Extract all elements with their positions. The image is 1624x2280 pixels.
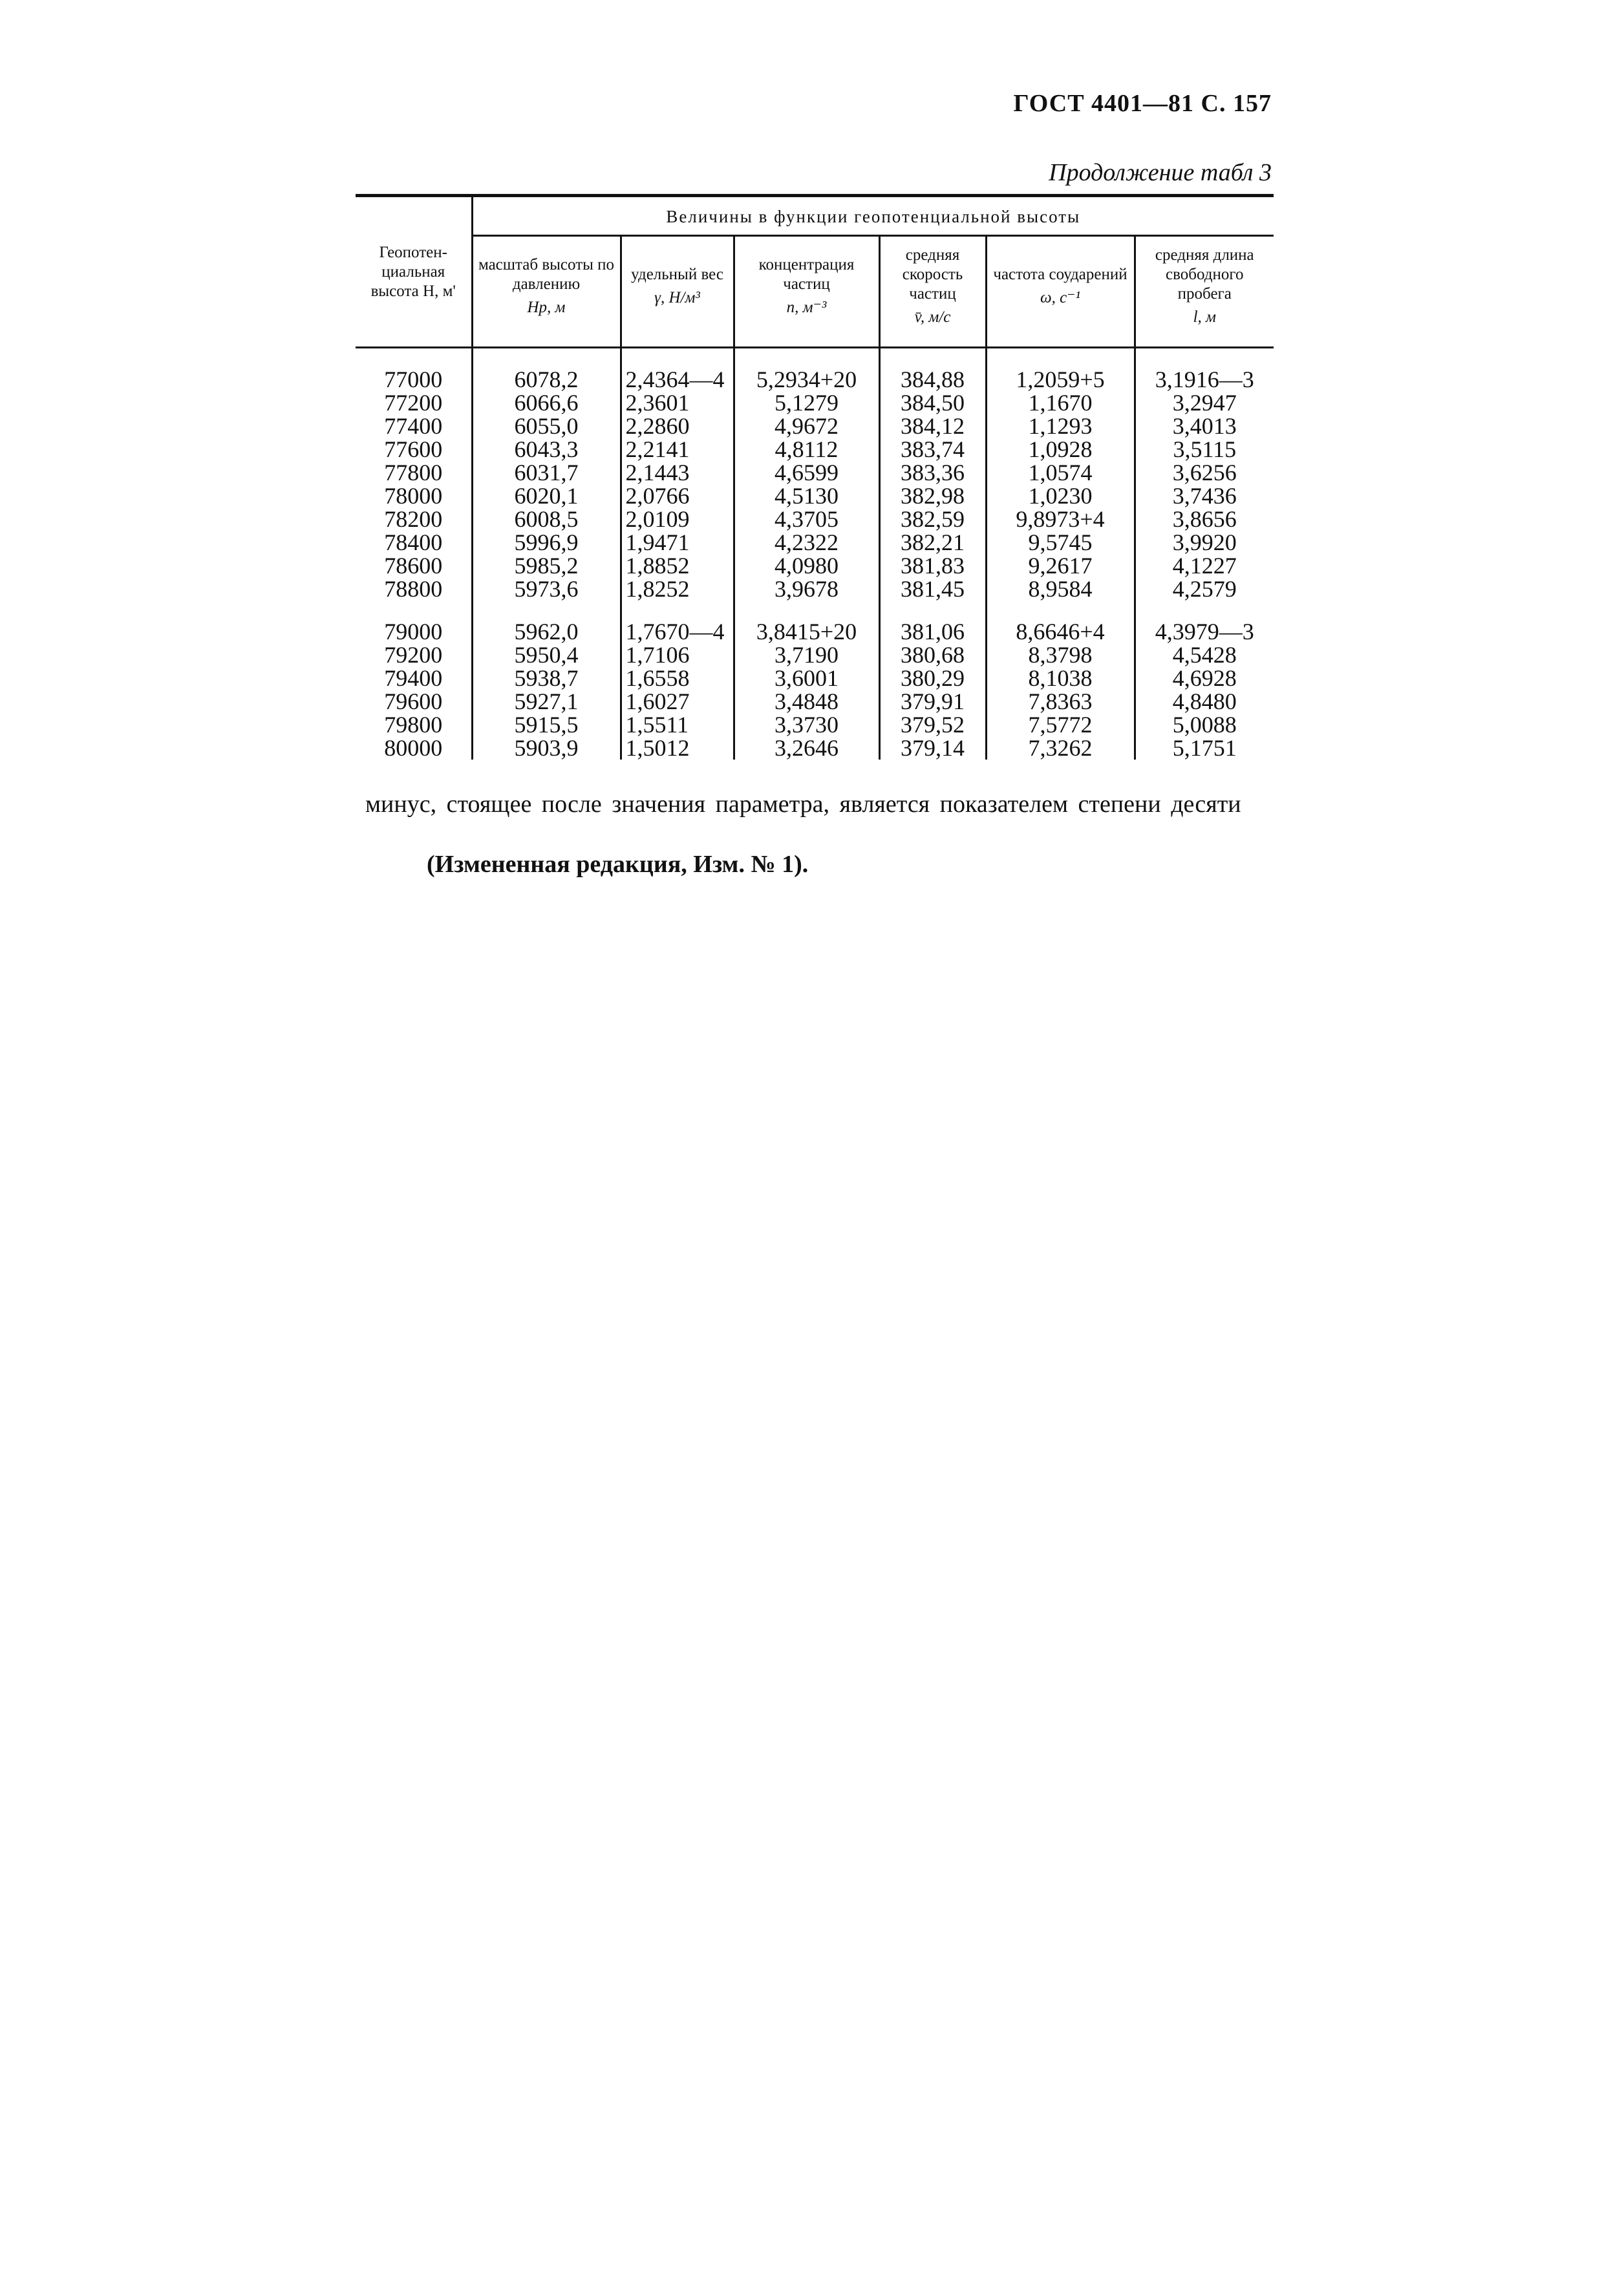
table-row: [356, 461, 1274, 484]
table-cell: 4,1227: [1135, 554, 1274, 577]
table-cell: 5,2934+20: [734, 348, 879, 392]
table-row: [356, 438, 1274, 461]
table-cell: 5903,9: [472, 736, 621, 760]
table-cell: 1,9471: [621, 531, 734, 554]
table-row: [356, 414, 1274, 438]
table-cell: 79800: [384, 712, 443, 738]
table-cell: 383,74: [879, 438, 986, 461]
table-cell: 1,7670—4: [621, 620, 734, 643]
table-cell: 1,0230: [986, 484, 1135, 507]
table-cell: 1,6558: [621, 666, 734, 690]
table-row: [356, 620, 1274, 643]
table-cell: 1,5511: [621, 713, 734, 736]
table-cell: 380,68: [879, 643, 986, 666]
table-cell: 4,3705: [734, 507, 879, 531]
table-cell: 381,06: [879, 620, 986, 643]
table-cell: 5,1751: [1135, 736, 1274, 760]
table-row: [356, 666, 1274, 690]
column-unit: n, м⁻³: [786, 299, 827, 317]
table-cell: 4,2579: [1135, 577, 1274, 601]
table-cell: 4,6928: [1135, 666, 1274, 690]
table-cell: 4,5130: [734, 484, 879, 507]
group-header: Величины в функции геопотенциальной высоты: [472, 196, 1274, 236]
table-cell: 3,3730: [734, 713, 879, 736]
table-cell: 78800: [384, 576, 443, 602]
table-cell: 9,5745: [986, 531, 1135, 554]
stub-header: Геопотен-циальная высота H, м': [356, 196, 472, 348]
table-cell: 5,0088: [1135, 713, 1274, 736]
table-cell: 1,8852: [621, 554, 734, 577]
column-label: частота соударений: [993, 266, 1127, 284]
table-cell: 1,8252: [621, 577, 734, 601]
column-unit: v̄, м/с: [914, 308, 951, 326]
column-unit: Hр, м: [527, 299, 566, 317]
table-cell: 2,1443: [621, 461, 734, 484]
column-label: масштаб высоты по давлению: [478, 256, 615, 293]
table-cell: 2,4364—4: [621, 348, 734, 392]
table-cell: 379,14: [879, 736, 986, 760]
column-unit: γ, Н/м³: [654, 289, 700, 307]
table-row: [356, 531, 1274, 554]
table-cell: 3,6001: [734, 666, 879, 690]
table-cell: 4,2322: [734, 531, 879, 554]
table-cell: 2,2141: [621, 438, 734, 461]
table-cell: 2,0109: [621, 507, 734, 531]
table-cell: 4,0980: [734, 554, 879, 577]
table-cell: 3,8656: [1135, 507, 1274, 531]
table-cell: 3,7190: [734, 643, 879, 666]
table-row: [356, 577, 1274, 601]
table-cell: 9,8973+4: [986, 507, 1135, 531]
table-cell: 5962,0: [472, 620, 621, 643]
table-cell: 384,12: [879, 414, 986, 438]
table-cell: 77400: [384, 413, 443, 440]
table-cell: 78400: [384, 529, 443, 556]
column-label: концентрация частиц: [758, 256, 855, 293]
column-label: средняя скорость частиц: [902, 246, 963, 303]
column-label: средняя длина свободного пробега: [1155, 246, 1254, 303]
table-cell: 6043,3: [472, 438, 621, 461]
table-cell: 382,21: [879, 531, 986, 554]
table-row: [356, 643, 1274, 666]
revision-note: (Измененная редакция, Изм. № 1).: [427, 851, 809, 878]
table-cell: 79400: [384, 665, 443, 692]
table-cell: 4,8112: [734, 438, 879, 461]
table-cell: 384,88: [879, 348, 986, 392]
table-cell: 8,6646+4: [986, 620, 1135, 643]
table-cell: 2,3601: [621, 391, 734, 414]
table-cell: 6008,5: [472, 507, 621, 531]
table-cell: 383,36: [879, 461, 986, 484]
column-header: [621, 236, 734, 348]
table-row: [356, 391, 1274, 414]
table-cell: 3,5115: [1135, 438, 1274, 461]
table-cell: 5915,5: [472, 713, 621, 736]
table-caption: Продолжение табл 3: [1049, 159, 1272, 186]
table-cell: 3,9920: [1135, 531, 1274, 554]
table-cell: 6031,7: [472, 461, 621, 484]
table-row: [356, 507, 1274, 531]
table-cell: 3,6256: [1135, 461, 1274, 484]
table-cell: 1,1293: [986, 414, 1135, 438]
table-row: [356, 348, 1274, 392]
table-cell: 8,3798: [986, 643, 1135, 666]
column-unit: ω, с⁻¹: [1040, 289, 1080, 307]
table-cell: 5950,4: [472, 643, 621, 666]
table-row: [356, 554, 1274, 577]
table-cell: 4,6599: [734, 461, 879, 484]
table-cell: 3,1916—3: [1135, 348, 1274, 392]
data-table-container: [356, 194, 1274, 760]
table-cell: 1,5012: [621, 736, 734, 760]
table-cell: 80000: [384, 735, 443, 762]
table-row: [356, 736, 1274, 760]
table-cell: 3,7436: [1135, 484, 1274, 507]
table-cell: 3,2646: [734, 736, 879, 760]
table-cell: 6078,2: [472, 348, 621, 392]
table-cell: 5985,2: [472, 554, 621, 577]
footnote: минус, стоящее после значения параметра, является показателем степени десяти: [365, 791, 1241, 818]
table-cell: 77600: [384, 436, 443, 463]
column-label: удельный вес: [631, 266, 723, 284]
table-cell: 8,9584: [986, 577, 1135, 601]
table-cell: 379,91: [879, 690, 986, 713]
page-header: ГОСТ 4401—81 С. 157: [1013, 90, 1272, 117]
table-cell: 382,59: [879, 507, 986, 531]
table-row: [356, 690, 1274, 713]
table-cell: 379,52: [879, 713, 986, 736]
table-cell: 1,2059+5: [986, 348, 1135, 392]
table-cell: 78600: [384, 553, 443, 579]
table-cell: 1,6027: [621, 690, 734, 713]
table-cell: 5996,9: [472, 531, 621, 554]
table-cell: 1,1670: [986, 391, 1135, 414]
table-cell: 77800: [384, 460, 443, 486]
table-cell: 4,5428: [1135, 643, 1274, 666]
table-cell: 78200: [384, 506, 443, 533]
table-cell: 3,2947: [1135, 391, 1274, 414]
table-row: [356, 484, 1274, 507]
table-cell: 78000: [384, 483, 443, 509]
table-cell: 5,1279: [734, 391, 879, 414]
column-header: [1135, 236, 1274, 348]
table-cell: 3,4013: [1135, 414, 1274, 438]
table-cell: 77200: [384, 390, 443, 416]
table-cell: 380,29: [879, 666, 986, 690]
table-cell: 3,9678: [734, 577, 879, 601]
table-row: [356, 713, 1274, 736]
table-cell: 382,98: [879, 484, 986, 507]
table-cell: 1,0928: [986, 438, 1135, 461]
row-spacer: [356, 601, 1274, 620]
table-header: [356, 196, 1274, 348]
table-body: [356, 348, 1274, 760]
table-cell: 9,2617: [986, 554, 1135, 577]
table-cell: 4,9672: [734, 414, 879, 438]
table-cell: 1,7106: [621, 643, 734, 666]
table-cell: 381,45: [879, 577, 986, 601]
table-cell: 77000: [384, 367, 443, 393]
data-table: [356, 194, 1274, 760]
table-cell: 79200: [384, 642, 443, 668]
column-header: [879, 236, 986, 348]
column-header: [734, 236, 879, 348]
table-cell: 7,3262: [986, 736, 1135, 760]
column-unit: l, м: [1193, 308, 1216, 326]
table-cell: 7,8363: [986, 690, 1135, 713]
table-cell: 384,50: [879, 391, 986, 414]
table-cell: 381,83: [879, 554, 986, 577]
column-header: [986, 236, 1135, 348]
table-cell: 6066,6: [472, 391, 621, 414]
table-cell: 5973,6: [472, 577, 621, 601]
table-cell: 2,2860: [621, 414, 734, 438]
table-cell: 79000: [384, 619, 443, 645]
table-cell: 7,5772: [986, 713, 1135, 736]
table-cell: 1,0574: [986, 461, 1135, 484]
table-cell: 4,8480: [1135, 690, 1274, 713]
table-cell: 79600: [384, 688, 443, 715]
table-cell: 6020,1: [472, 484, 621, 507]
table-cell: 3,8415+20: [734, 620, 879, 643]
table-cell: 2,0766: [621, 484, 734, 507]
table-cell: 3,4848: [734, 690, 879, 713]
column-header: [472, 236, 621, 348]
table-cell: 6055,0: [472, 414, 621, 438]
table-cell: 8,1038: [986, 666, 1135, 690]
table-cell: 5938,7: [472, 666, 621, 690]
table-cell: 5927,1: [472, 690, 621, 713]
table-cell: 4,3979—3: [1135, 620, 1274, 643]
